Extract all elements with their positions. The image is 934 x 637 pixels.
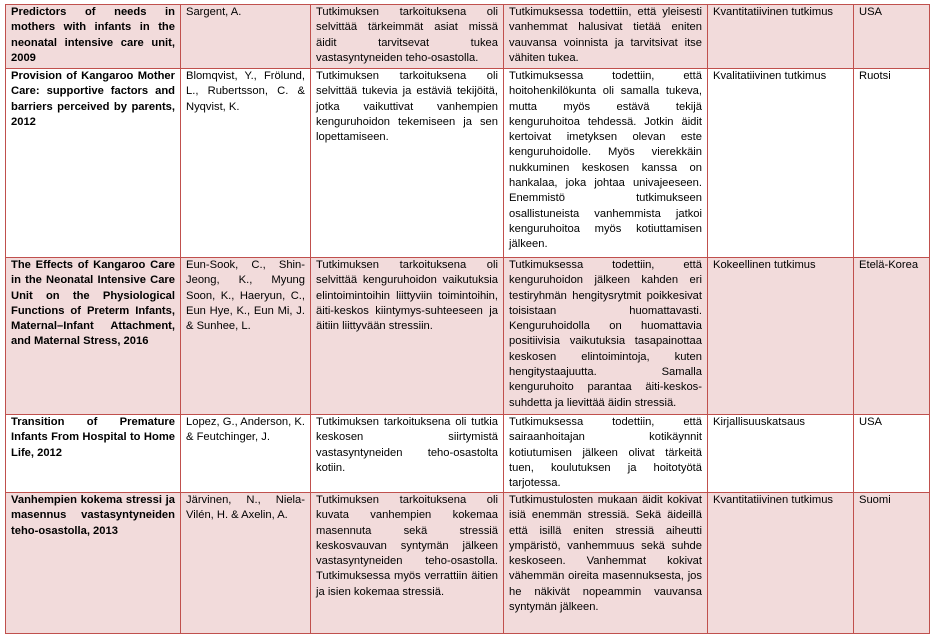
study-authors: Blomqvist, Y., Frölund, L., Rubertsson, C. & Nyqvist, K.: [181, 69, 311, 258]
study-method: Kirjallisuuskatsaus: [708, 415, 854, 493]
study-authors: Eun-Sook, C., Shin-Jeong, K., Myung Soon, K., Haeryun, C., Eun Hye, K., Eun Mi, J. & Sunhee, L.: [181, 258, 311, 415]
study-title: Vanhempien kokema stressi ja masennus vastasyntyneiden teho-osastolla, 2013: [6, 493, 181, 634]
table-row: [6, 5, 930, 69]
literature-review-table: [5, 4, 930, 634]
study-authors: Lopez, G., Anderson, K. & Feutchinger, J.: [181, 415, 311, 493]
table-row: [6, 415, 930, 493]
study-authors: Järvinen, N., Niela-Vilén, H. & Axelin, A.: [181, 493, 311, 634]
study-country: Etelä-Korea: [854, 258, 930, 415]
study-method: Kvalitatiivinen tutkimus: [708, 69, 854, 258]
study-results: Tutkimuksessa todettiin, että hoitohenkilökunta oli samalla tukeva, mutta myös estävä tekijä kenguruhoitoa tehdessä. Jotkin äidit kertoivat imetyksen olevan este kenguruhoidolle. Myös vierekkäin nukkuminen keskosen kanssa on hankalaa, joka johtaa univajeeseen. Enemmistö tutkimukseen osallistuneista vanhemmista jatkoi kenguruhoitoa myös kotiuttamisen jälkeen.: [504, 69, 708, 258]
study-aim: Tutkimuksen tarkoituksena oli selvittää tukevia ja estäviä tekijöitä, jotka vaikuttivat vanhempien kenguruhoidon tekemiseen ja sen lopettamiseen.: [311, 69, 504, 258]
study-country: USA: [854, 5, 930, 69]
study-title: Provision of Kangaroo Mother Care: supportive factors and barriers perceived by parents, 2012: [6, 69, 181, 258]
table-row: [6, 69, 930, 258]
study-authors: Sargent, A.: [181, 5, 311, 69]
study-aim: Tutkimuksen tarkoituksena oli kuvata vanhempien kokemaa masennuta sekä stressiä keskosvauvan syntymän jälkeen vastasyntyneiden teho-osastolla. Tutkimuksessa myös verrattiin äitien ja isien kokemaa stressiä.: [311, 493, 504, 634]
study-method: Kokeellinen tutkimus: [708, 258, 854, 415]
study-results: Tutkimuksessa todettiin, että kenguruhoidon jälkeen kahden eri testiryhmän hengitysrytmit poikkesivat toisistaan huomattavasti. Kenguruhoidolla on huomattavia positiivisia vaikutuksia tasapainottaa keskosen elintoimintoja, kuten hengitystaajuutta. Samalla kenguruhoito parantaa äiti-keskos-suhdetta ja lievittää äidin stressiä.: [504, 258, 708, 415]
study-country: Ruotsi: [854, 69, 930, 258]
study-method: Kvantitatiivinen tutkimus: [708, 5, 854, 69]
study-aim: Tutkimuksen tarkoituksena oli selvittää tärkeimmät asiat missä äidit tarvitsevat tukea vastasyntyneiden teho-osastolla.: [311, 5, 504, 69]
study-results: Tutkimuksessa todettiin, että yleisesti vanhemmat halusivat tietää eniten vauvansa voinnista ja tarvitsivat itse vähiten tukea.: [504, 5, 708, 69]
study-title: Predictors of needs in mothers with infants in the neonatal intensive care unit, 2009: [6, 5, 181, 69]
study-country: Suomi: [854, 493, 930, 634]
table-row: [6, 258, 930, 415]
study-aim: Tutkimuksen tarkoituksena oli selvittää kenguruhoidon vaikutuksia elintoimintoihin liittyviin toimintoihin, äiti-keskos kiintymys-suhteeseen ja äitiin liittyvään stressiin.: [311, 258, 504, 415]
study-title: The Effects of Kangaroo Care in the Neonatal Intensive Care Unit on the Physiological Functions of Preterm Infants, Maternal–Infant Attachment, and Maternal Stress, 2016: [6, 258, 181, 415]
study-title: Transition of Premature Infants From Hospital to Home Life, 2012: [6, 415, 181, 493]
study-results: Tutkimustulosten mukaan äidit kokivat isiä enemmän stressiä. Sekä äideillä että isillä eniten stressiä aiheutti ympäristö, vanhemmuus sekä suhde keskoseen. Vanhemmat kokivat vähemmän oireita masennuksesta, jos he näkivät nopeammin vauvansa syntymän jälkeen.: [504, 493, 708, 634]
table-row: [6, 493, 930, 634]
study-method: Kvantitatiivinen tutkimus: [708, 493, 854, 634]
study-aim: Tutkimuksen tarkoituksena oli tutkia keskosen siirtymistä vastasyntyneiden teho-osastolta kotiin.: [311, 415, 504, 493]
study-results: Tutkimuksessa todettiin, että sairaanhoitajan kotikäynnit kotiutumisen jälkeen olivat tärkeitä tuen, koulutuksen ja hoitotyötä tarjotessa.: [504, 415, 708, 493]
study-country: USA: [854, 415, 930, 493]
